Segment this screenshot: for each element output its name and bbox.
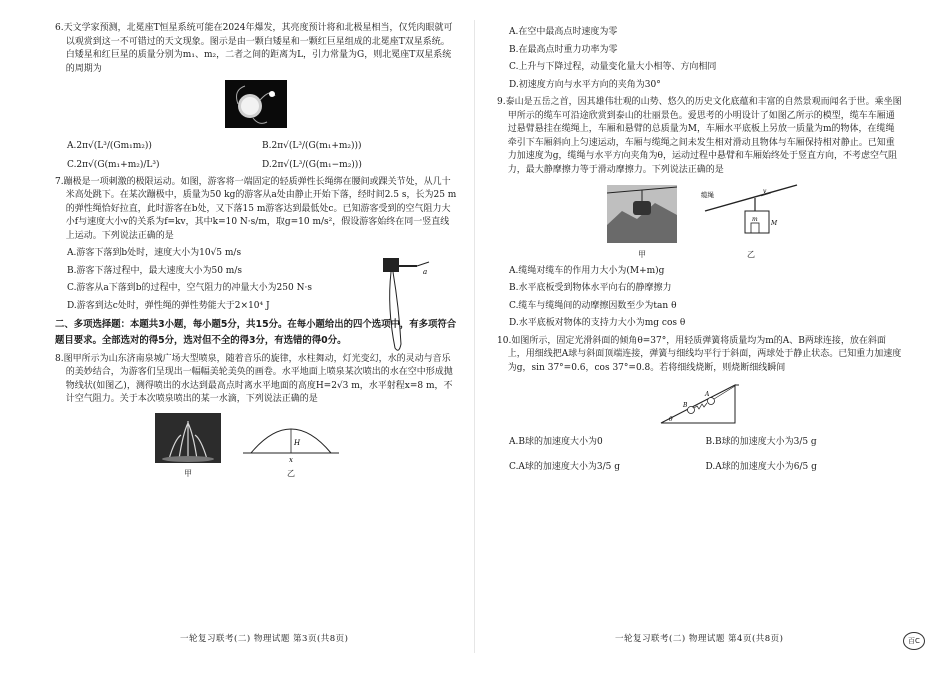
q8-stem: 8.图甲所示为山东济南泉城广场大型喷泉，随着音乐的旋律，水柱舞动，灯光变幻，水的灵动与音乐的美妙结合，为游客们呈现出一幅幅美轮美奂的画卷。水平地面上喷泉某次喷出的水在空中形成抛物线状(如图乙)，测得喷出的水达到最高点时离水平地面的高度H=2√3 m，水平射程x=8 m，不计空气阻力。关于本次喷泉喷出的某一水滴，下列说法正确的是 — [55, 353, 453, 405]
parabola-caption: 乙 — [287, 469, 295, 479]
q10-option-b[interactable]: B.B球的加速度大小为3/5 g — [705, 436, 817, 447]
page-3-footer: 一轮复习联考(二) 物理试题 第3页(共8页) — [180, 634, 349, 644]
q10-figure — [497, 379, 902, 433]
incline-label-theta: θ — [668, 416, 673, 423]
q6-option-b[interactable]: B.2π√(L³/(G(m₁+m₂))) — [262, 140, 362, 151]
cable-car-photo-caption: 甲 — [638, 249, 646, 259]
q10-option-d[interactable]: D.A球的加速度大小为6/5 g — [705, 462, 817, 472]
incline-label-b: B — [682, 402, 687, 409]
q6-option-c[interactable]: C.2π√(G(m₁+m₂)/L³) — [67, 160, 160, 170]
incline-label-a: A — [704, 391, 709, 398]
cable-car-model-figure — [701, 181, 801, 261]
q9-figures — [607, 181, 902, 261]
bungee-figure — [379, 258, 435, 358]
cable-car-photo-figure — [607, 185, 677, 261]
q9-option-b[interactable]: B.水平底板受到物体水平向右的静摩擦力 — [509, 283, 672, 293]
fountain-photo — [155, 413, 221, 463]
model-label-rope: 缆绳 — [701, 191, 714, 199]
q6-option-d[interactable]: D.2π√(L³/(G(m₁−m₂))) — [262, 160, 362, 170]
incline-diagram — [657, 379, 743, 427]
q6-option-a[interactable]: A.2π√(L³/(Gm₁m₂)) — [67, 140, 152, 151]
q8-options — [509, 26, 902, 92]
q9-option-d[interactable]: D.水平底板对物体的支持力大小为mg cos θ — [509, 318, 686, 328]
q9-options — [509, 265, 902, 331]
q6-stem: 6.天文学家预测，北冕座T恒星系统可能在2024年爆发，其亮度预计将和北极星相当，仅凭肉眼就可以观赏到这一不可错过的天文现象。图示是由一颗白矮星和一颗红巨星组成的北冕座T双星系统。白矮星和红巨星的质量分别为m₁、m₂，二者之间的距离为L，引力常量为G，则北冕座T双星系统的周期为 — [55, 23, 453, 74]
q10-stem: 10.如图所示，固定光滑斜面的倾角θ=37°，用轻质弹簧将质量均为m的A、B两球连接，放在斜面上，用细线把A球与斜面顶端连接，弹簧与细线均平行于斜面，两球处于静止状态。已知重力加速度为g，sin 37°=0.6，cos 37°=0.8。若将细线烧断，则烧断细线瞬间 — [497, 335, 902, 373]
q7-block — [55, 176, 457, 314]
q7-option-b[interactable]: B.游客下落过程中，最大速度大小为50 m/s — [67, 265, 242, 276]
q7-option-a[interactable]: A.游客下落到b处时，速度大小为10√5 m/s — [67, 248, 242, 258]
q6-options — [67, 140, 457, 173]
q8-option-b[interactable]: B.在最高点时重力功率为零 — [509, 44, 618, 55]
page-4 — [475, 0, 950, 673]
q6-figure — [55, 80, 457, 134]
q8-figures — [155, 413, 457, 481]
page-4-footer: 一轮复习联考(二) 物理试题 第4页(共8页) — [615, 634, 784, 644]
cable-car-model — [701, 181, 801, 243]
cable-car-model-caption: 乙 — [747, 249, 755, 259]
parabola-label-h: H — [294, 438, 301, 447]
q8-option-c[interactable]: C.上升与下降过程，动量变化量大小相等、方向相同 — [509, 62, 717, 72]
q10-option-c[interactable]: C.A球的加速度大小为3/5 g — [509, 462, 621, 472]
q7-stem: 7.蹦极是一项刺激的极限运动。如图，游客将一端固定的轻质弹性长绳绑在腰间或踝关节处，从几十米高处跳下。在某次蹦极中，质量为50 kg的游客从a处由静止开始下落，经时间2.5 s，长为25 m的弹性绳恰好拉直，此时游客在b处，又下落15 m游客达到最低处c。已知游客受到的空气阻力大小f与速度大小v的关系为f=kv，其中k=10 N·s/m，取g=10 m/s²，假设游客始终在同一竖直线上运动。下列说法正确的是 — [55, 176, 457, 241]
fountain-diagram-figure — [241, 419, 341, 481]
q10-option-a[interactable]: A.B球的加速度大小为0 — [509, 436, 603, 447]
model-label-m: m — [752, 216, 758, 223]
q9-stem: 9.泰山是五岳之首，因其雄伟壮观的山势、悠久的历史文化底蕴和丰富的自然景观而闻名于世。乘坐图甲所示的缆车可沿途欣赏到泰山的壮丽景色。爱思考的小明设计了如图乙所示的模型，缆车车厢通过悬臂悬挂在缆绳上，车厢和悬臂的总质量为M，车厢水平底板上另放一质量为m的物体，在缆绳牵引下车厢斜向上匀速运动，车厢与缆绳之间未发生相对滑动且物体与车厢保持相对静止。已知重力加速度为g，缆绳与水平方向夹角为θ，运动过程中悬臂和车厢始终处于竖直方向，不考虑空气阻力，最大静摩擦力等于滑动摩擦力。下列说法正确的是 — [497, 97, 902, 175]
q7-option-c[interactable]: C.游客从a下落到b的过程中，空气阻力的冲量大小为250 N·s — [67, 283, 312, 293]
fountain-photo-caption: 甲 — [184, 469, 192, 479]
q9-option-c[interactable]: C.缆车与缆绳间的动摩擦因数至少为tan θ — [509, 300, 677, 311]
model-label-big-m: M — [771, 220, 778, 227]
q8-option-a[interactable]: A.在空中最高点时速度为零 — [509, 27, 618, 37]
fountain-photo-figure — [155, 413, 221, 481]
parabola-label-x: x — [289, 455, 293, 463]
binary-star-image — [225, 80, 287, 128]
parabola-diagram — [241, 419, 341, 463]
cable-car-photo — [607, 185, 677, 243]
q9-option-a[interactable]: A.缆绳对缆车的作用力大小为(M+m)g — [509, 265, 665, 276]
corner-logo: 百C — [903, 632, 925, 650]
q8-option-d[interactable]: D.初速度方向与水平方向的夹角为30° — [509, 79, 661, 90]
q10-options — [509, 436, 902, 475]
q7-options — [67, 247, 377, 313]
q7-option-d[interactable]: D.游客到达c处时，弹性绳的弹性势能大于2×10⁴ J — [67, 300, 270, 311]
model-label-v: v — [763, 188, 767, 195]
section-multiple-choice: 二、多项选择题：本题共3小题，每小题5分，共15分。在每小题给出的四个选项中，有多项符合题目要求。全部选对的得5分，选对但不全的得3分，有选错的得0分。 — [55, 319, 457, 346]
bungee-label-a: a — [423, 267, 428, 276]
